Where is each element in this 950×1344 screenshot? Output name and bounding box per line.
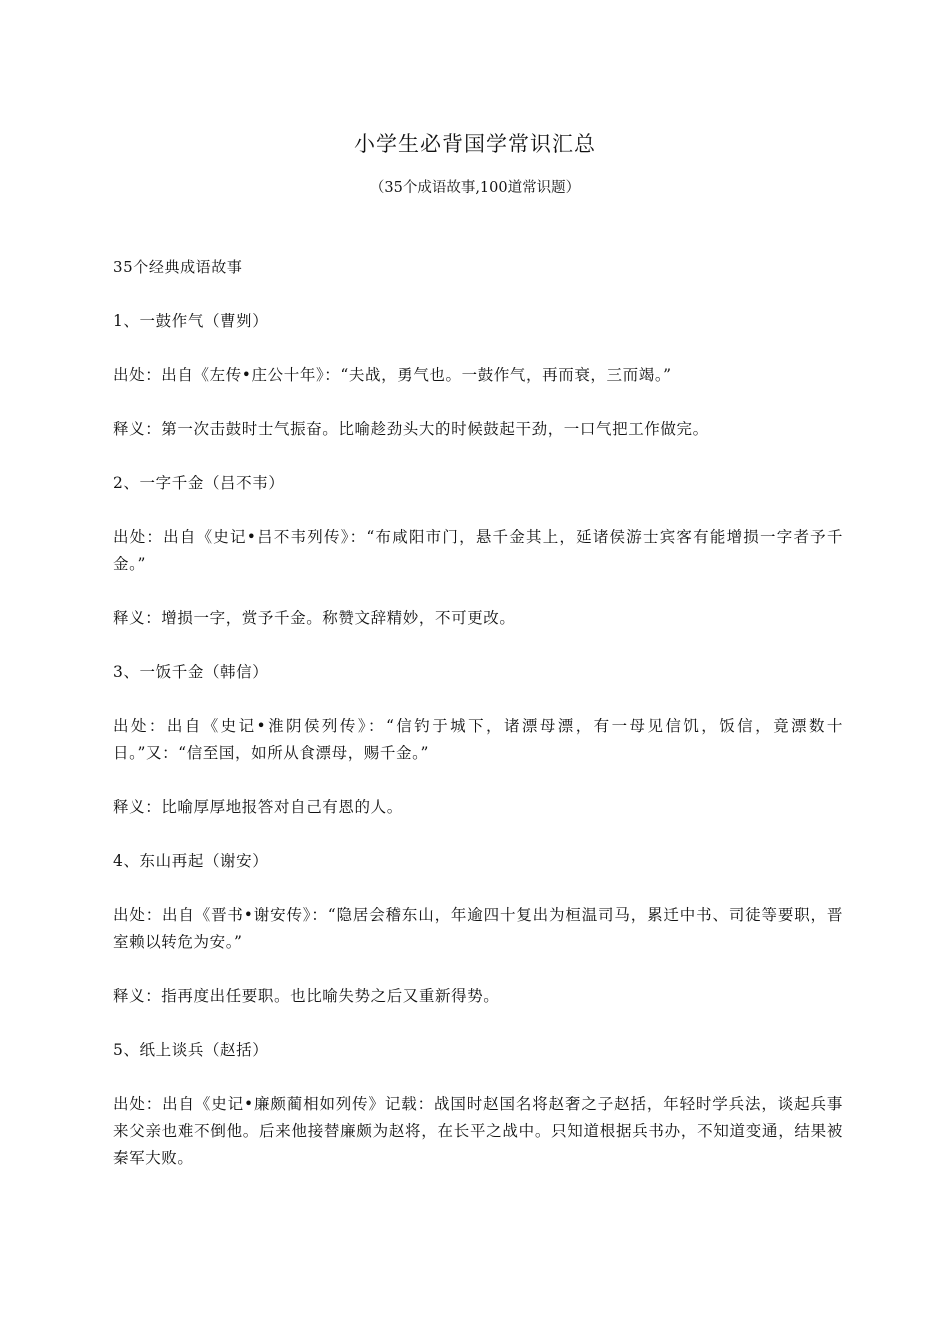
story-heading: 3、一饭千金（韩信） — [113, 663, 269, 681]
story-meaning: 释义：比喻厚厚地报答对自己有恩的人。 — [113, 798, 403, 816]
story-source: 出处：出自《晋书•谢安传》：“隐居会稽东山，年逾四十复出为桓温司马，累迁中书、司徒等要职，晋室赖以转危为安。” — [113, 906, 843, 951]
story-source: 出处：出自《史记•廉颇蔺相如列传》记载：战国时赵国名将赵奢之子赵括，年轻时学兵法，谈起兵事来父亲也难不倒他。后来他接替廉颇为赵将，在长平之战中。只知道根据兵书办，不知道变通，结果被秦军大败。 — [113, 1095, 843, 1167]
story-heading: 4、东山再起（谢安） — [113, 852, 269, 870]
story-meaning: 释义：指再度出任要职。也比喻失势之后又重新得势。 — [113, 987, 500, 1005]
document-subtitle: （35个成语故事,100道常识题） — [369, 180, 581, 196]
story-heading: 2、一字千金（吕不韦） — [113, 474, 285, 492]
story-source: 出处：出自《史记•淮阴侯列传》：“信钓于城下，诸漂母漂，有一母见信饥，饭信，竟漂数十日。”又：“信至国，如所从食漂母，赐千金。” — [113, 717, 843, 762]
story-meaning: 释义：增损一字，赏予千金。称赞文辞精妙，不可更改。 — [113, 609, 516, 627]
document-body — [113, 254, 843, 1199]
document-title: 小学生必背国学常识汇总 — [354, 132, 596, 156]
story-meaning: 释义：第一次击鼓时士气振奋。比喻趁劲头大的时候鼓起干劲，一口气把工作做完。 — [113, 420, 709, 438]
story-heading: 1、一鼓作气（曹刿） — [113, 312, 269, 330]
section-heading: 35个经典成语故事 — [113, 258, 243, 276]
story-source: 出处：出自《史记•吕不韦列传》：“布咸阳市门，悬千金其上，延诸侯游士宾客有能增损一字者予千金。” — [113, 528, 843, 573]
story-heading: 5、纸上谈兵（赵括） — [113, 1041, 269, 1059]
story-source: 出处：出自《左传•庄公十年》：“夫战，勇气也。一鼓作气，再而衰，三而竭。” — [113, 366, 672, 384]
